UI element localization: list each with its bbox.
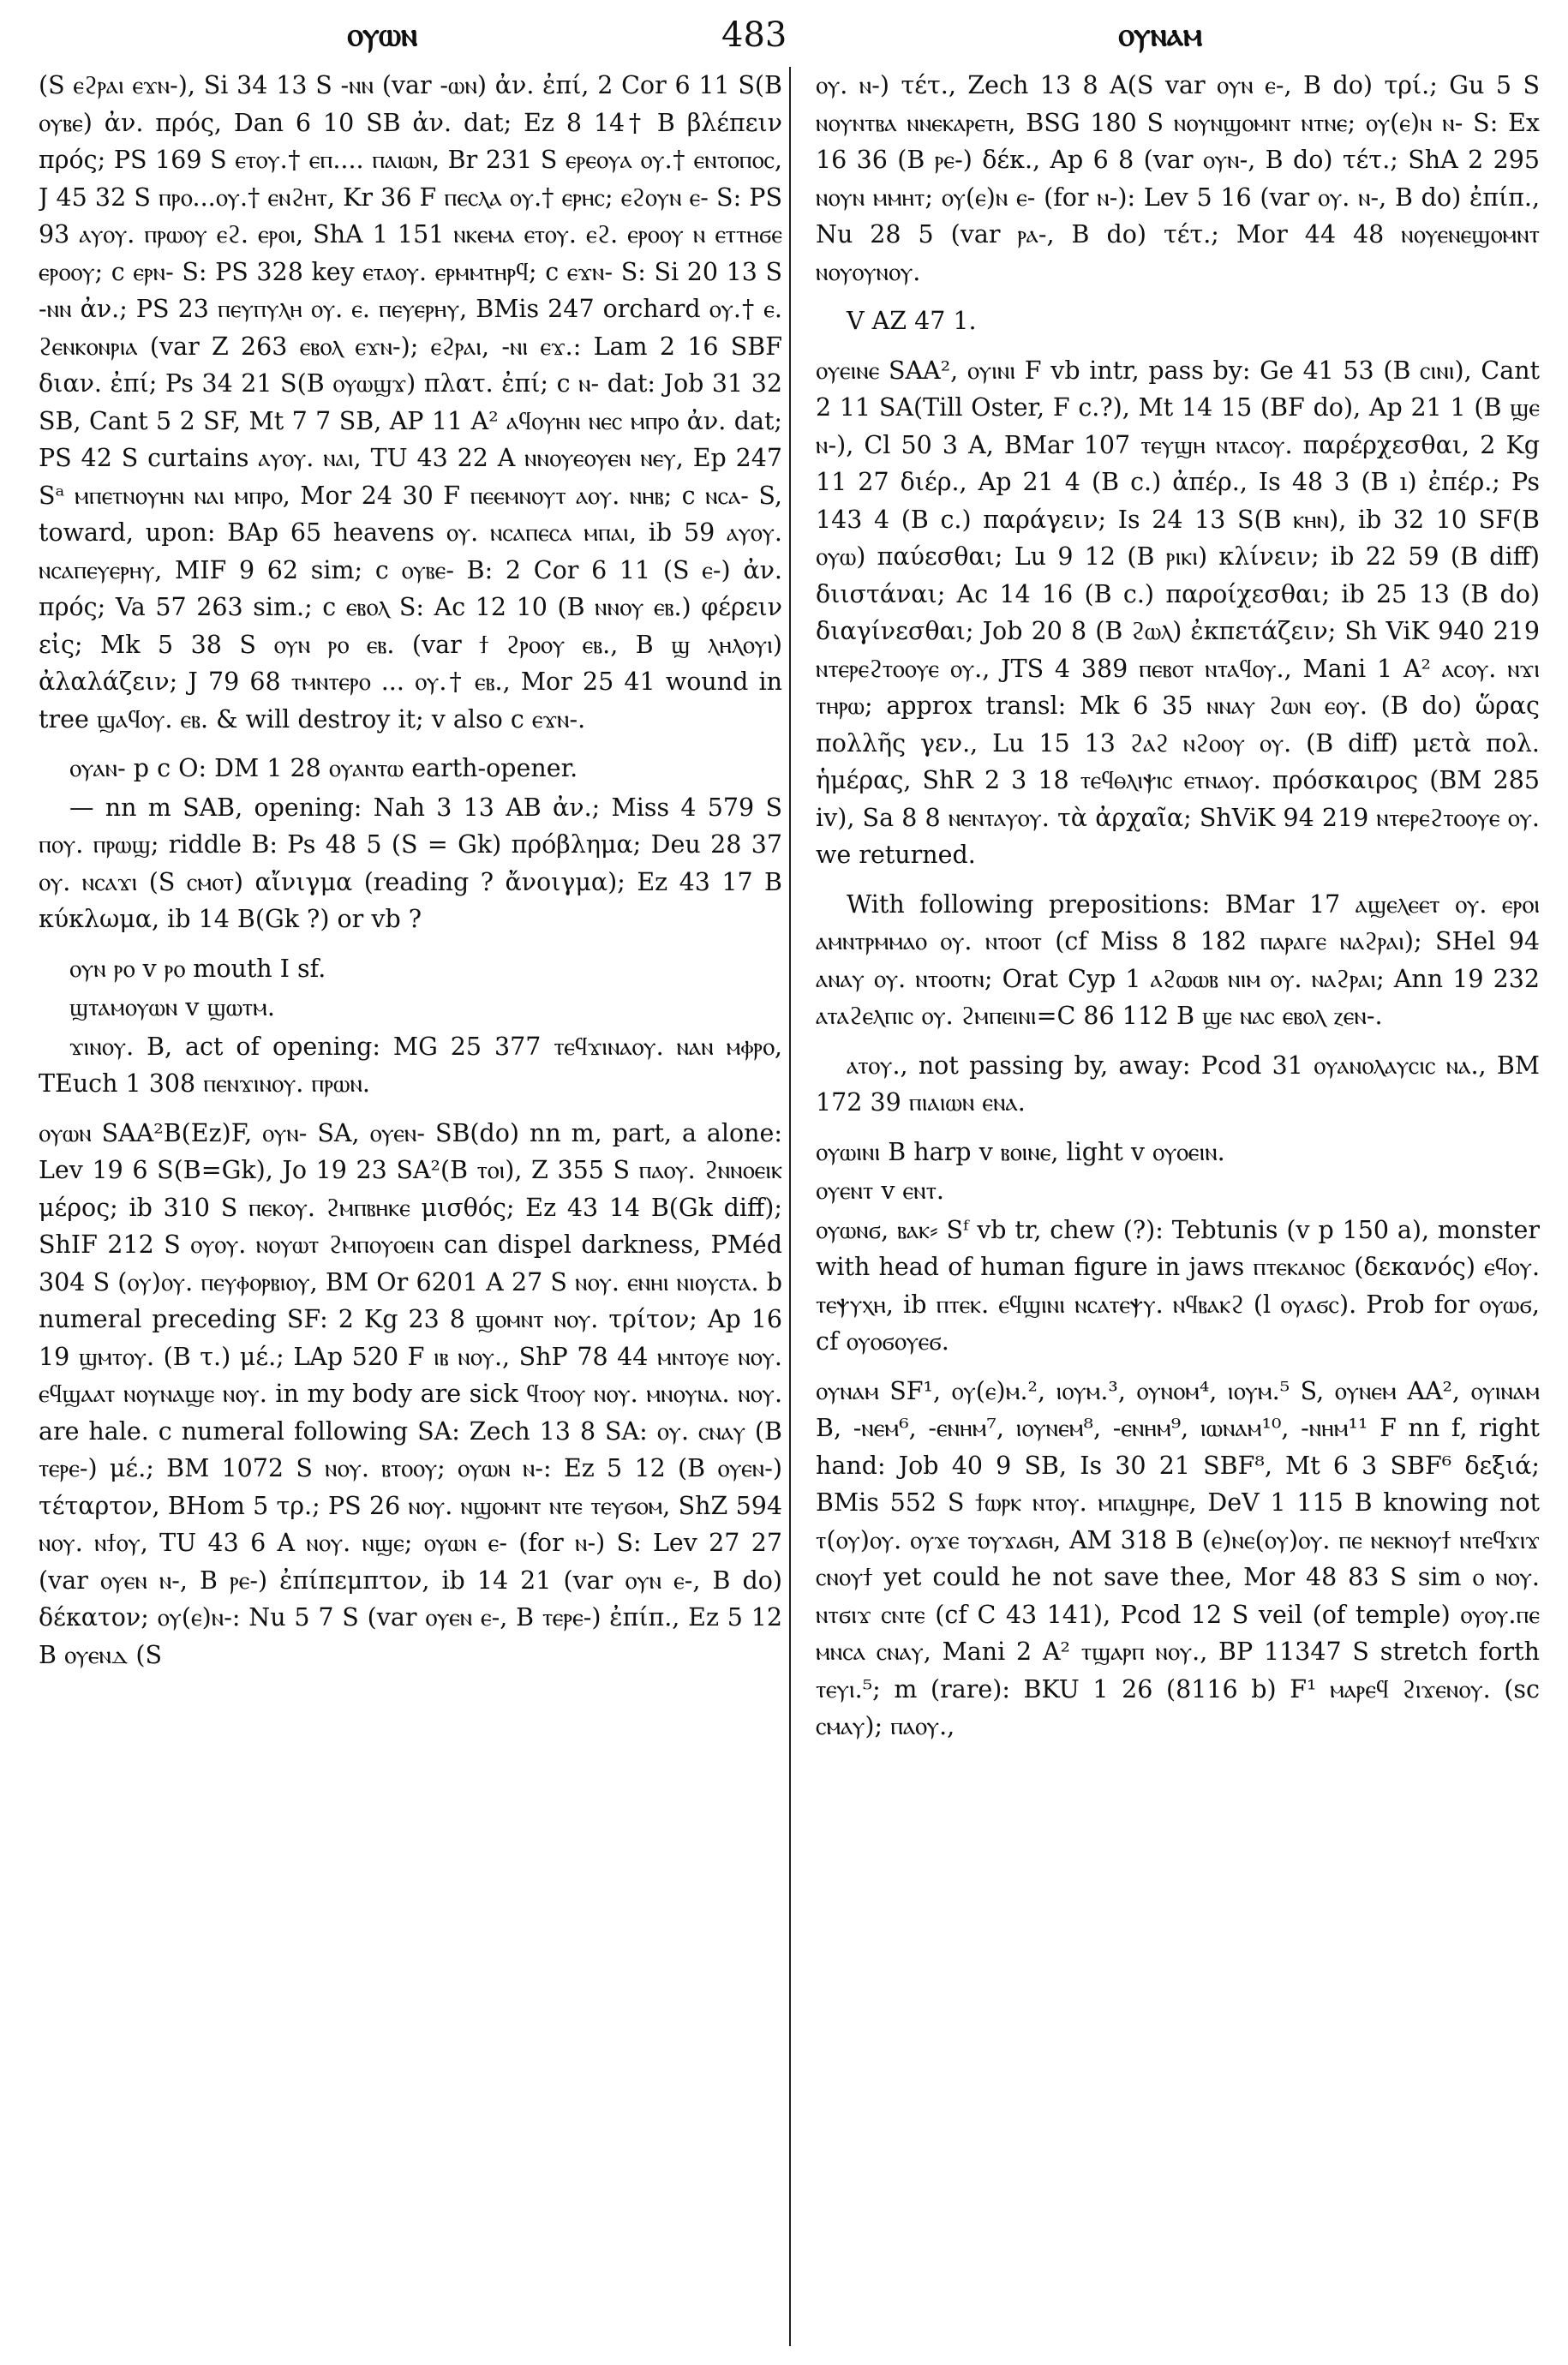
- dictionary-entry: — nn m SAB, opening: Nah 3 13 AB ἀν.; Miss 4 579 S ⲡⲟⲩ. ⲡⲣⲱϣ; riddle B: Ps 48 5 (S = Gk) πρόβλημα; Deu 28 37 ⲟⲩ. ⲛⲥⲁϫⲓ (S ⲥⲙⲟⲧ) αἴνιγμα (reading ? ἄνοιγμα); Ez 43 17 B κύκλωμα, ib 14 B(Gk ?) or vb ?: [39, 793, 782, 933]
- dictionary-entry: ϣⲧⲁⲙⲟⲩⲱⲛ v ϣⲱⲧⲙ.: [69, 993, 275, 1021]
- dictionary-entry: V AZ 47 1.: [847, 307, 977, 335]
- dictionary-entry: With following prepositions: BMar 17 ⲁϣⲉⲗⲉⲉⲧ ⲟⲩ. ⲉⲣⲟⲓ ⲁⲙⲛⲧⲣⲙⲙⲁⲟ ⲟⲩ. ⲛⲧⲟⲟⲧ (cf Miss 8 182 ⲡⲁⲣⲁⲅⲉ ⲛⲁϩⲣⲁⲓ); SHel 94 ⲁⲛⲁⲩ ⲟⲩ. ⲛⲧⲟⲟⲧⲛ; Orat Cyp 1 ⲁϩⲱⲱⲃ ⲛⲓⲙ ⲟⲩ. ⲛⲁϩⲣⲁⲓ; Ann 19 232 ⲁⲧⲁϩⲉⲗⲡⲓⲥ ⲟⲩ. ϩⲙⲡⲉⲓⲛⲓ=C 86 112 B ϣⲉ ⲛⲁⲥ ⲉⲃⲟⲗ ⲍⲉⲛ-.: [816, 889, 1540, 1030]
- dictionary-entry: ⲟⲩⲉⲛⲧ v ⲉⲛⲧ.: [816, 1177, 944, 1205]
- left-column: [39, 67, 782, 2346]
- running-head-right: ⲟⲩⲛⲁⲙ: [1118, 15, 1203, 53]
- dictionary-entry: ⲟⲩⲱⲛ SAA²B(Ez)F, ⲟⲩⲛ- SA, ⲟⲩⲉⲛ- SB(do) nn m, part, a alone: Lev 19 6 S(B=Gk), Jo 19 23 SA²(B ⲧⲟⲓ), Z 355 S ⲡⲁⲟⲩ. ϩⲛⲛⲟⲉⲓⲕ μέρος; ib 310 S ⲡⲉⲕⲟⲩ. ϩⲙⲡⲃⲏⲕⲉ μισθός; Ez 43 14 B(Gk diff); ShIF 212 S ⲟⲩⲟⲩ. ⲛⲟⲩⲱⲧ ϩⲙⲡⲟⲩⲟⲉⲓⲛ can dispel darkness, PMéd 304 S (ⲟⲩ)ⲟⲩ. ⲡⲉⲩⲫⲟⲣⲃⲓⲟⲩ, BM Or 6201 A 27 S ⲛⲟⲩ. ⲉⲛⲏⲓ ⲛⲓⲟⲩⲥⲧⲁ. b numeral preceding SF: 2 Kg 23 8 ϣⲟⲙⲛⲧ ⲛⲟⲩ. τρίτον; Ap 16 19 ϣⲙⲧⲟⲩ. (B τ.) μέ.; LAp 520 F ⲓⲃ ⲛⲟⲩ., ShP 78 44 ⲙⲛⲧⲟⲩⲉ ⲛⲟⲩ. ⲉϥϣⲁⲁⲧ ⲛⲟⲩⲛⲁϣⲉ ⲛⲟⲩ. in my body are sick ϥⲧⲟⲟⲩ ⲛⲟⲩ. ⲙⲛⲟⲩⲛⲁ. ⲛⲟⲩ. are hale. c numeral following SA: Zech 13 8 SA: ⲟⲩ. ⲥⲛⲁⲩ (B ⲧⲉⲣⲉ-) μέ.; BM 1072 S ⲛⲟⲩ. ⲃⲧⲟⲟⲩ; ⲟⲩⲱⲛ ⲛ-: Ez 5 12 (B ⲟⲩⲉⲛ-) τέταρτον, BHom 5 τρ.; PS 26 ⲛⲟⲩ. ⲛϣⲟⲙⲛⲧ ⲛⲧⲉ ⲧⲉⲩϭⲟⲙ, ShZ 594 ⲛⲟⲩ. ⲛϯⲟⲩ, TU 43 6 A ⲛⲟⲩ. ⲛϣⲉ; ⲟⲩⲱⲛ ⲉ- (for ⲛ-) S: Lev 27 27 (var ⲟⲩⲉⲛ ⲛ-, B ⲣⲉ-) ἐπίπεμπτον, ib 14 21 (var ⲟⲩⲛ ⲉ-, B do) δέκατον; ⲟⲩ(ⲉ)ⲛ-: Nu 5 7 S (var ⲟⲩⲉⲛ ⲉ-, B ⲧⲉⲣⲉ-) ἐπίπ., Ez 5 12 B ⲟⲩⲉⲛⲇ (S: [39, 1118, 782, 1669]
- dictionary-entry: ⲟⲩⲱⲓⲛⲓ B harp v ⲃⲟⲓⲛⲉ, light v ⲟⲩⲟⲉⲓⲛ.: [816, 1137, 1225, 1166]
- dictionary-entry: (S ⲉϩⲣⲁⲓ ⲉϫⲛ-), Si 34 13 S -ⲛⲛ (var -ⲱⲛ) ἀν. ἐπί, 2 Cor 6 11 S(B ⲟⲩⲃⲉ) ἀν. πρός, Dan 6 10 SB ἀν. dat; Ez 8 14† B βλέπειν πρός; PS 169 S ⲉⲧⲟⲩ.† ⲉⲡ.... ⲡⲁⲓⲱⲛ, Br 231 S ⲉⲣⲉⲟⲩⲁ ⲟⲩ.† ⲉⲛⲧⲟⲡⲟⲥ, J 45 32 S ⲡⲣⲟ...ⲟⲩ.† ⲉⲛϩⲏⲧ, Kr 36 F ⲡⲉⲥⲗⲁ ⲟⲩ.† ⲉⲣⲏⲥ; ⲉϩⲟⲩⲛ ⲉ- S: PS 93 ⲁⲩⲟⲩ. ⲡⲣⲱⲟⲩ ⲉϩ. ⲉⲣⲟⲓ, ShA 1 151 ⲛⲕⲉⲙⲁ ⲉⲧⲟⲩ. ⲉϩ. ⲉⲣⲟⲟⲩ ⲛ ⲉⲧⲧⲏϭⲉ ⲉⲣⲟⲟⲩ; c ⲉⲣⲛ- S: PS 328 key ⲉⲧⲁⲟⲩ. ⲉⲣⲙⲙⲧⲏⲣϥ; c ⲉϫⲛ- S: Si 20 13 S -ⲛⲛ ἀν.; PS 23 ⲡⲉⲩⲡⲩⲗⲏ ⲟⲩ. ⲉ. ⲡⲉⲩⲉⲣⲏⲩ, BMis 247 orchard ⲟⲩ.† ⲉ. ϩⲉⲛⲕⲟⲛⲣⲓⲁ (var Z 263 ⲉⲃⲟⲗ ⲉϫⲛ-); ⲉϩⲣⲁⲓ, -ⲛⲓ ⲉϫ.: Lam 2 16 SBF διαν. ἐπί; Ps 34 21 S(B ⲟⲩⲱϣϫ) πλατ. ἐπί; c ⲛ- dat: Job 31 32 SB, Cant 5 2 SF, Mt 7 7 SB, AP 11 A² ⲁϥⲟⲩⲏⲛ ⲛⲉⲥ ⲙⲡⲣⲟ ἀν. dat; PS 42 S curtains ⲁⲩⲟⲩ. ⲛⲁⲓ, TU 43 22 A ⲛⲛⲟⲩⲉⲟⲩⲉⲛ ⲛⲉⲩ, Ep 247 Sᵃ ⲙⲡⲉⲧⲛⲟⲩⲏⲛ ⲛⲁⲓ ⲙⲡⲣⲟ, Mor 24 30 F ⲡⲉⲉⲙⲛⲟⲩⲧ ⲁⲟⲩ. ⲛⲏⲃ; c ⲛⲥⲁ- S, toward, upon: BAp 65 heavens ⲟⲩ. ⲛⲥⲁⲡⲉⲥⲁ ⲙⲡⲁⲓ, ib 59 ⲁⲩⲟⲩ. ⲛⲥⲁⲡⲉⲩⲉⲣⲏⲩ, MIF 9 62 sim; c ⲟⲩⲃⲉ- B: 2 Cor 6 11 (S ⲉ-) ἀν. πρός; Va 57 263 sim.; c ⲉⲃⲟⲗ S: Ac 12 10 (B ⲛⲛⲟⲩ ⲉⲃ.) φέρειν εἰς; Mk 5 38 S ⲟⲩⲛ ⲣⲟ ⲉⲃ. (var ϯ ϩⲣⲟⲟⲩ ⲉⲃ., B ϣ ⲗⲏⲗⲟⲩⲓ) ἀλαλάζειν; J 79 68 ⲧⲙⲛⲧⲉⲣⲟ ... ⲟⲩ.† ⲉⲃ., Mor 25 41 wound in tree ϣⲁϥⲟⲩ. ⲉⲃ. & will destroy it; v also c ⲉϫⲛ-.: [39, 71, 782, 733]
- dictionary-entry: ϫⲓⲛⲟⲩ. B, act of opening: MG 25 377 ⲧⲉϥϫⲓⲛⲁⲟⲩ. ⲛⲁⲛ ⲙⲫⲣⲟ, TEuch 1 308 ⲡⲉⲛϫⲓⲛⲟⲩ. ⲡⲣⲱⲛ.: [39, 1032, 782, 1098]
- running-head-left: ⲟⲩⲱⲛ: [347, 15, 418, 53]
- right-column: [816, 67, 1540, 2346]
- dictionary-entry: ⲟⲩⲉⲓⲛⲉ SAA², ⲟⲩⲓⲛⲓ F vb intr, pass by: Ge 41 53 (B ⲥⲓⲛⲓ), Cant 2 11 SA(Till Oster, F c.?), Mt 14 15 (BF do), Ap 21 1 (B ϣⲉ ⲛ-), Cl 50 3 A, BMar 107 ⲧⲉⲩϣⲏ ⲛⲧⲁⲥⲟⲩ. παρέρχεσθαι, 2 Kg 11 27 διέρ., Ap 21 4 (B c.) ἀπέρ., Is 48 3 (B ı) ἐπέρ.; Ps 143 4 (B c.) παράγειν; Is 24 13 S(B ⲕⲏⲛ), ib 32 10 SF(B ⲟⲩⲱ) παύεσθαι; Lu 9 12 (B ⲣⲓⲕⲓ) κλίνειν; ib 22 59 (B diff) διιστάναι; Ac 14 16 (B c.) παροίχεσθαι; ib 25 13 (B do) διαγίνεσθαι; Job 20 8 (B ϩⲱⲗ) ἐκπετάζειν; Sh ViK 940 219 ⲛⲧⲉⲣⲉϩⲧⲟⲟⲩⲉ ⲟⲩ., JTS 4 389 ⲡⲉⲃⲟⲧ ⲛⲧⲁϥⲟⲩ., Mani 1 A² ⲁⲥⲟⲩ. ⲛϫⲓ ⲧⲏⲣⲱ; approx transl: Mk 6 35 ⲛⲛⲁⲩ ϩⲱⲛ ⲉⲟⲩ. (B do) ὥρας πολλῆς γεν., Lu 15 13 ϩⲁϩ ⲛϩⲟⲟⲩ ⲟⲩ. (B diff) μετὰ πολ. ἡμέρας, ShR 2 3 18 ⲧⲉϥⲑⲗⲓⲯⲓⲥ ⲉⲧⲛⲁⲟⲩ. πρόσκαιρος (BM 285 iv), Sa 8 8 ⲛⲉⲛⲧⲁⲩⲟⲩ. τὰ ἀρχαῖα; ShViK 94 219 ⲛⲧⲉⲣⲉϩⲧⲟⲟⲩⲉ ⲟⲩ. we returned.: [816, 356, 1540, 869]
- dictionary-entry: ⲟⲩⲛⲁⲙ SF¹, ⲟⲩ(ⲉ)ⲙ.², ⲓⲟⲩⲙ.³, ⲟⲩⲛⲟⲙ⁴, ⲓⲟⲩⲙ.⁵ S, ⲟⲩⲛⲉⲙ AA², ⲟⲩⲓⲛⲁⲙ B, -ⲛⲉⲙ⁶, -ⲉⲛⲏⲙ⁷, ⲓⲟⲩⲛⲉⲙ⁸, -ⲉⲛⲏⲙ⁹, ⲓⲱⲛⲁⲙ¹⁰, -ⲛⲏⲙ¹¹ F nn f, right hand: Job 40 9 SB, Is 30 21 SBF⁸, Mt 6 3 SBF⁶ δεξιά; BMis 552 S ϯⲱⲣⲕ ⲛⲧⲟⲩ. ⲙⲡⲁϣⲏⲣⲉ, DeV 1 115 B knowing not ⲧ(ⲟⲩ)ⲟⲩ. ⲟⲩϫⲉ ⲧⲟⲩϫⲁϭⲏ, AM 318 B (ⲉ)ⲛⲉ(ⲟⲩ)ⲟⲩ. ⲡⲉ ⲛⲉⲕⲛⲟⲩϯ ⲛⲧⲉϥϫⲓϫ ⲥⲛⲟⲩϯ yet could he not save thee, Mor 48 83 S sim ⲟ ⲛⲟⲩ. ⲛⲧϭⲓϫ ⲥⲛⲧⲉ (cf C 43 141), Pcod 12 S veil (of temple) ⲟⲩⲟⲩ.ⲡⲉ ⲙⲛⲥⲁ ⲥⲛⲁⲩ, Mani 2 A² ⲧϣⲁⲣⲡ ⲛⲟⲩ., BP 11347 S stretch forth ⲧⲉⲩⲓ.⁵; m (rare): BKU 1 26 (8116 b) F¹ ⲙⲁⲣⲉϥ ϩⲓϫⲉⲛⲟⲩ. (sc ⲥⲙⲁⲩ); ⲡⲁⲟⲩ.,: [816, 1376, 1540, 1740]
- dictionary-entry: ⲟⲩⲱⲛϭ, ⲃⲁⲕ⸗ Sᶠ vb tr, chew (?): Tebtunis (v p 150 a), monster with head of human figure in jaws ⲡⲧⲉⲕⲁⲛⲟⲥ (δεκανός) ⲉϥⲟⲩ. ⲧⲉⲯⲩⲭⲏ, ib ⲡⲧⲉⲕ. ⲉϥϣⲓⲛⲓ ⲛⲥⲁⲧⲉⲯⲩ. ⲛϥⲃⲁⲕϩ (l ⲟⲩⲁϭⲥ). Prob for ⲟⲩⲱϭ, cf ⲟⲩⲟϭⲟⲩⲉϭ.: [816, 1215, 1540, 1356]
- dictionary-entry: ⲁⲧⲟⲩ., not passing by, away: Pcod 31 ⲟⲩⲁⲛⲟⲗⲁⲩⲥⲓⲥ ⲛⲁ., BM 172 39 ⲡⲓⲁⲓⲱⲛ ⲉⲛⲁ.: [816, 1051, 1540, 1117]
- dictionary-entry: ⲟⲩⲁⲛ- p c O: DM 1 28 ⲟⲩⲁⲛⲧⲱ earth-opener.: [69, 754, 578, 782]
- dictionary-entry: ⲟⲩⲛ ⲣⲟ v ⲣⲟ mouth I sf.: [69, 954, 326, 983]
- dictionary-entry: ⲟⲩ. ⲛ-) τέτ., Zech 13 8 A(S var ⲟⲩⲛ ⲉ-, B do) τρί.; Gu 5 S ⲛⲟⲩⲛⲧⲃⲁ ⲛⲛⲉⲕⲁⲣⲉⲧⲏ, BSG 180 S ⲛⲟⲩⲛϣⲟⲙⲛⲧ ⲛⲧⲛⲉ; ⲟⲩ(ⲉ)ⲛ ⲛ- S: Ex 16 36 (B ⲣⲉ-) δέκ., Ap 6 8 (var ⲟⲩⲛ-, B do) τέτ.; ShA 2 295 ⲛⲟⲩⲛ ⲙⲙⲏⲧ; ⲟⲩ(ⲉ)ⲛ ⲉ- (for ⲛ-): Lev 5 16 (var ⲟⲩ. ⲛ-, B do) ἐπίπ., Nu 28 5 (var ⲣⲁ-, B do) τέτ.; Mor 44 48 ⲛⲟⲩⲉⲛⲉϣⲟⲙⲛⲧ ⲛⲟⲩⲟⲩⲛⲟⲩ.: [816, 71, 1540, 286]
- column-divider: [789, 67, 791, 2346]
- page-number: 483: [721, 15, 787, 55]
- running-head: [0, 9, 1568, 60]
